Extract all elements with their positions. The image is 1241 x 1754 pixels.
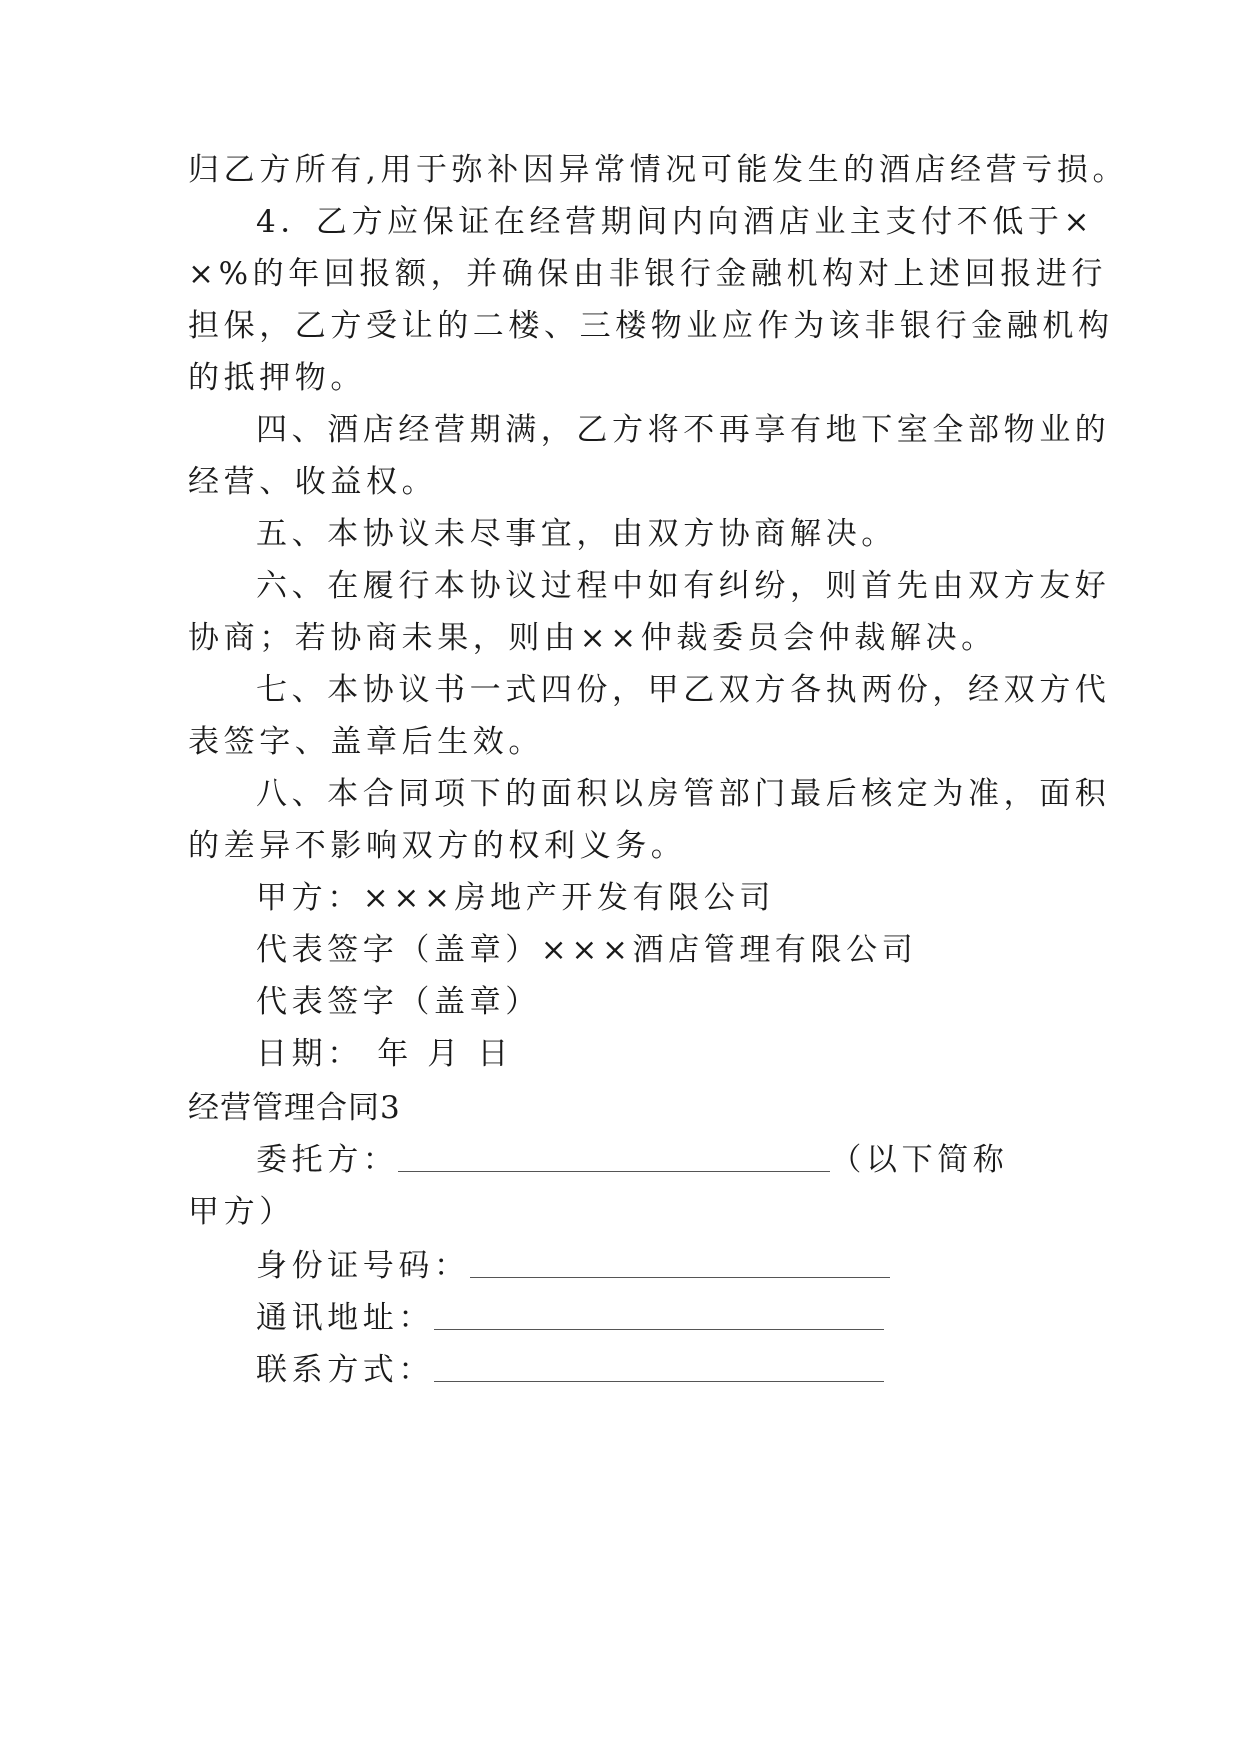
paragraph-line: 担保，乙方受让的二楼、三楼物业应作为该非银行金融机构 (188, 308, 1114, 344)
date-line: 日期： 年 月 日 (256, 1036, 513, 1072)
party-a-line: 甲方：×××房地产开发有限公司 (256, 880, 775, 916)
client-field-row (256, 1140, 1008, 1180)
paragraph-line: 八、本合同项下的面积以房管部门最后核定为准，面积 (256, 776, 1111, 812)
paragraph-line: 六、在履行本协议过程中如有纠纷，则首先由双方友好 (256, 568, 1111, 604)
paragraph-line: 的差异不影响双方的权利义务。 (188, 828, 687, 864)
paragraph-line: 五、本协议未尽事宜，由双方协商解决。 (256, 516, 897, 552)
client-suffix: （以下简称 (830, 1142, 1009, 1178)
paragraph-line: 表签字、盖章后生效。 (188, 724, 544, 760)
contact-field-row (256, 1350, 884, 1390)
client-blank (398, 1141, 830, 1172)
contact-label: 联系方式： (256, 1352, 434, 1388)
paragraph-line: 七、本协议书一式四份，甲乙双方各执两份，经双方代 (256, 672, 1111, 708)
paragraph-line: 4．乙方应保证在经营期间内向酒店业主支付不低于× (256, 204, 1095, 240)
id-label: 身份证号码： (256, 1248, 470, 1284)
paragraph-line: 归乙方所有,用于弥补因异常情况可能发生的酒店经营亏损。 (188, 152, 1129, 188)
client-label: 委托方： (256, 1142, 399, 1178)
paragraph-line: 协商；若协商未果，则由××仲裁委员会仲裁解决。 (188, 620, 997, 656)
paragraph-line: ×%的年回报额，并确保由非银行金融机构对上述回报进行 (188, 256, 1108, 292)
paragraph-line: 的抵押物。 (188, 360, 366, 396)
paragraph-line: 经营、收益权。 (188, 464, 438, 500)
section-title: 经营管理合同3 (188, 1090, 401, 1126)
id-blank (470, 1247, 890, 1278)
address-label: 通讯地址： (256, 1300, 434, 1336)
signature-line: 代表签字（盖章） (256, 984, 541, 1020)
address-field-row (256, 1298, 884, 1338)
id-field-row (256, 1246, 890, 1286)
client-continuation: 甲方） (188, 1194, 295, 1230)
paragraph-line: 四、酒店经营期满，乙方将不再享有地下室全部物业的 (256, 412, 1111, 448)
address-blank (434, 1299, 884, 1330)
contact-blank (434, 1351, 884, 1382)
signature-line: 代表签字（盖章）×××酒店管理有限公司 (256, 932, 918, 968)
